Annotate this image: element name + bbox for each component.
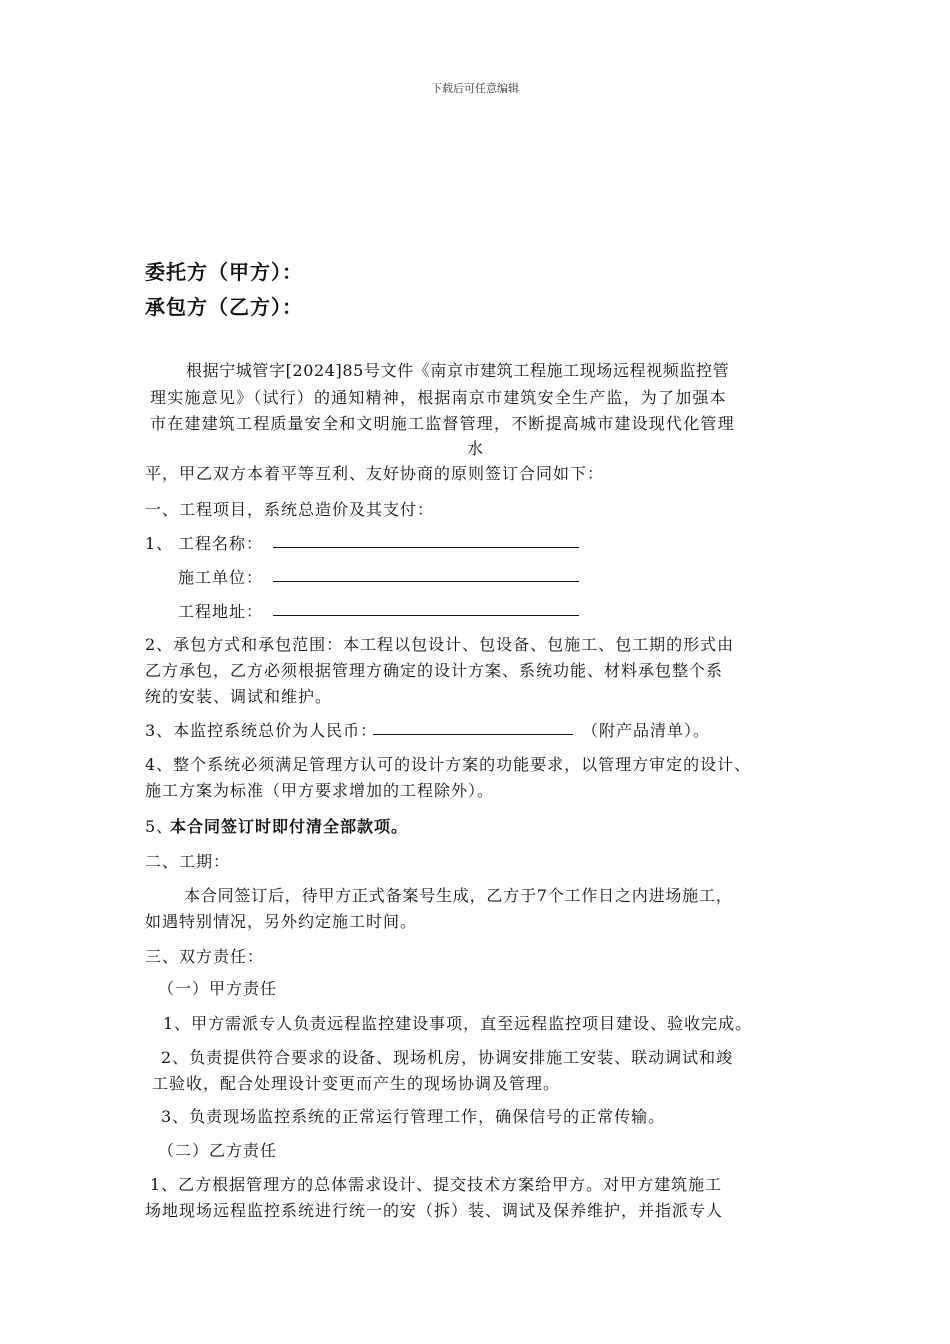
item4-line: 4、整个系统必须满足管理方认可的设计方案的功能要求，以管理方审定的设计、 xyxy=(145,755,752,774)
project-name-field xyxy=(273,547,579,548)
builder-label: 施工单位： xyxy=(178,568,264,587)
duty-line: 2、负责提供符合要求的设备、现场机房，协调安排施工安装、联动调试和竣 xyxy=(161,1048,734,1067)
section2-line: 本合同签订后，待甲方正式备案号生成，乙方于7个工作日之内进场施工， xyxy=(184,886,733,905)
total-price-field xyxy=(373,734,573,735)
duty-line: 工验收，配合处理设计变更而产生的现场协调及管理。 xyxy=(152,1074,561,1093)
intro-line: 理实施意见》（试行）的通知精神，根据南京市建筑安全生产监，为了加强本 xyxy=(150,388,727,407)
address-label: 工程地址： xyxy=(178,602,264,621)
item1-number: 1、 xyxy=(145,534,174,553)
intro-line: 平，甲乙双方本着平等互利、友好协商的原则签订合同如下： xyxy=(145,464,605,483)
contractor-label: 承包方（乙方）： xyxy=(145,295,303,319)
item2-line: 2、承包方式和承包范围：本工程以包设计、包设备、包施工、包工期的形式由 xyxy=(145,635,735,654)
client-label: 委托方（甲方）： xyxy=(145,260,303,284)
section2-line: 如遇特别情况，另外约定施工时间。 xyxy=(145,912,418,931)
section3-title: 三、双方责任： xyxy=(145,947,265,966)
item2-line: 乙方承包，乙方必须根据管理方确定的设计方案、系统功能、材料承包整个系 xyxy=(145,661,724,680)
section1-title: 一、工程项目，系统总造价及其支付： xyxy=(145,500,435,519)
item3-prefix: 3、本监控系统总价为人民币： xyxy=(145,721,378,740)
party-b-duties-title: （二）乙方责任 xyxy=(158,1141,278,1160)
project-name-label: 工程名称： xyxy=(178,534,264,553)
intro-line: 根据宁城管字[2024]85号文件《南京市建筑工程施工现场远程视频监控管 xyxy=(186,361,730,380)
item3-suffix: （附产品清单）。 xyxy=(582,721,711,740)
duty-line: 场地现场远程监控系统进行统一的安（拆）装、调试及保养维护，并指派专人 xyxy=(145,1201,724,1220)
item4-line: 施工方案为标准（甲方要求增加的工程除外）。 xyxy=(145,781,495,800)
party-a-duty-1: 1、甲方需派专人负责远程监控建设事项，直至远程监控项目建设、验收完成。 xyxy=(163,1014,753,1033)
item5-text: 本合同签订时即付清全部款项。 xyxy=(170,817,409,836)
section2-title: 二、工期： xyxy=(145,852,231,871)
header-note: 下载后可任意编辑 xyxy=(431,82,519,95)
address-field xyxy=(273,615,579,616)
builder-field xyxy=(273,581,579,582)
item2-line: 统的安装、调试和维护。 xyxy=(145,687,333,706)
party-a-duties-title: （一）甲方责任 xyxy=(158,979,278,998)
intro-line: 水 xyxy=(466,439,483,458)
duty-line: 1、乙方根据管理方的总体需求设计、提交技术方案给甲方。对甲方建筑施工 xyxy=(150,1175,723,1194)
item5-number: 5、 xyxy=(145,817,174,836)
party-a-duty-3: 3、负责现场监控系统的正常运行管理工作，确保信号的正常传输。 xyxy=(161,1107,666,1126)
intro-line: 市在建建筑工程质量安全和文明施工监督管理，不断提高城市建设现代化管理 xyxy=(150,414,735,433)
